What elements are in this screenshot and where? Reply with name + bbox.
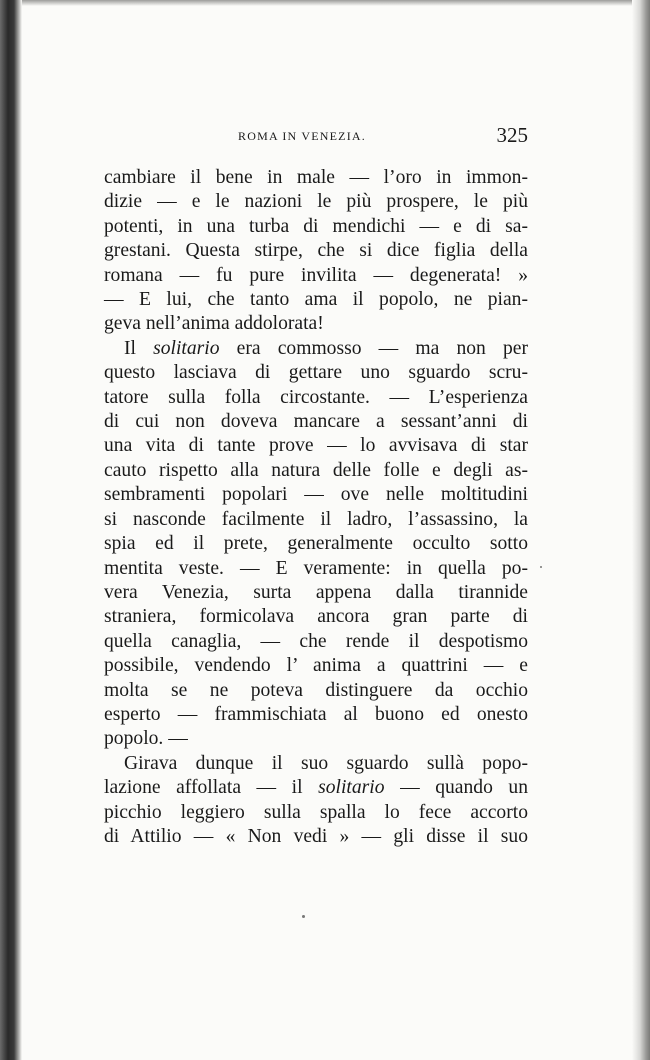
text-line: spia ed il prete, generalmente occulto sotto [104,533,528,555]
text-line: popolo. — [104,728,188,750]
text-line: cambiare il bene in male — l’oro in immon- [104,167,528,188]
text-line: straniera, formicolava ancora gran parte di [104,606,528,628]
running-head-title: ROMA IN VENEZIA. [238,129,366,143]
text-line: di Attilio — « Non vedi » — gli disse il suo [104,825,528,847]
book-gutter-left [0,0,22,1060]
running-head [104,123,528,149]
text-line: sembramenti popolari — ove nelle moltitudini [104,484,528,506]
body-text [104,166,528,849]
page-top-edge [0,0,650,6]
text-line: mentita veste. — E veramente: in quella po- [104,557,528,579]
text-line: questo lasciava di gettare uno sguardo scru- [104,362,528,384]
page-number: 325 [496,123,528,147]
text-line: picchio leggiero sulla spalla lo fece accorto [104,801,528,823]
text-line: geva nell’anima addolorata! [104,313,324,335]
ink-speck [540,566,542,568]
ink-speck [302,915,305,918]
text-line: Girava dunque il suo sguardo sullà popo- [124,752,528,774]
text-line: di cui non doveva mancare a sessant’anni di [104,411,528,433]
text-line: esperto — frammischiata al buono ed onesto [104,703,528,725]
text-line: tatore sulla folla circostante. — L’esperienza [104,386,528,408]
text-line: potenti, in una turba di mendichi — e di sa- [104,215,528,237]
text-line: molta se ne poteva distinguere da occhio [104,679,528,701]
text-line: cauto rispetto alla natura delle folle e degli as- [104,459,528,481]
text-line: lazione affollata — il solitario — quando un [104,777,528,799]
text-line: quella canaglia, — che rende il despotismo [104,630,528,652]
text-line: romana — fu pure invilita — degenerata! » [104,264,528,286]
text-line: Il solitario era commosso — ma non per [124,337,528,359]
text-line: dizie — e le nazioni le più prospere, le più [104,191,528,213]
text-line: possibile, vendendo l’ anima a quattrini — e [104,655,528,677]
text-line: una vita di tante prove — lo avvisava di star [104,435,528,457]
book-edge-right [632,0,650,1060]
text-line: vera Venezia, surta appena dalla tirannide [104,581,528,603]
text-line: grestani. Questa stirpe, che si dice figlia della [104,240,528,262]
text-line: si nasconde facilmente il ladro, l’assassino, la [104,508,528,530]
text-line: — E lui, che tanto ama il popolo, ne pian- [104,289,528,311]
